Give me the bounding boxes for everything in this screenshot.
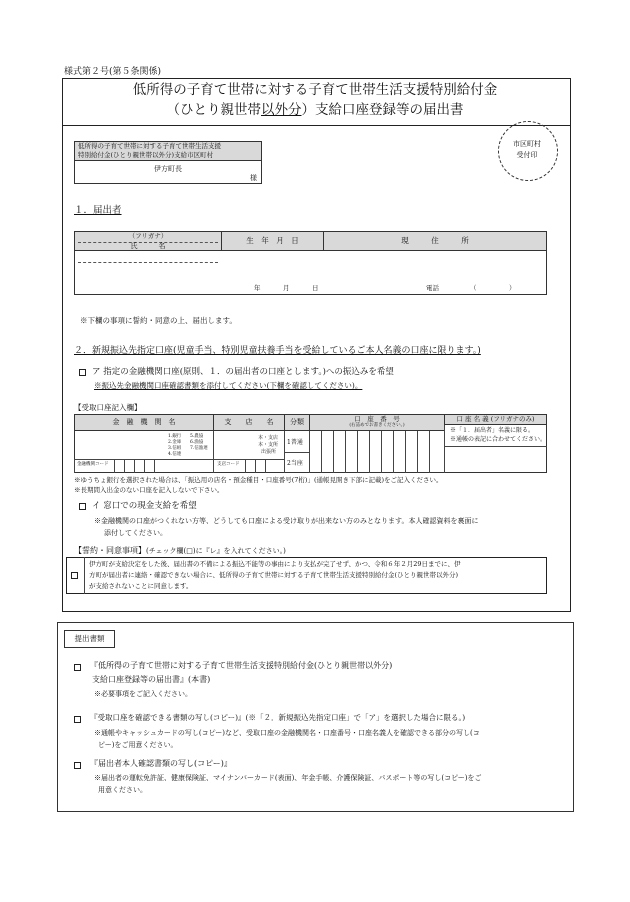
branch-type-3: 出張所 bbox=[261, 449, 277, 455]
recipient-header-line-2: 特別給付金(ひとり親世帯以外分)支給市区町村 bbox=[78, 151, 214, 159]
branch-type-1: 本・支店 bbox=[258, 435, 279, 441]
birth-label: 生 年 月 日 bbox=[246, 236, 299, 245]
branch-name-input[interactable] bbox=[215, 433, 255, 459]
documents-heading: 提出書類 bbox=[74, 634, 105, 643]
bank-code-label: 金融機関コード bbox=[77, 462, 109, 467]
bank-type-3: 3.信組 bbox=[168, 446, 182, 451]
honorific: 様 bbox=[250, 174, 257, 182]
document-2-note-2: ピー)をご用意ください。 bbox=[98, 741, 178, 749]
title-line-2: （ひとり親世帯以外分）支給口座登録等の届出書 bbox=[166, 102, 464, 118]
name-furigana-input-divider bbox=[78, 262, 218, 263]
pledge-line-2: 方町が届出者に連絡・確認できない場合に、低所得の子育て世帯に対する子育て世帯生活支援特別給付金(ひとり親世帯以外分) bbox=[89, 571, 459, 579]
option-a-label: ア 指定の金融機関口座(原則、１．の届出者の口座とします。)への振込みを希望 bbox=[92, 367, 394, 377]
document-2-note-1: ※通帳やキャッシュカードの写し(コピー)など、受取口座の金融機関名・口座番号・口座名義人を確認できる部分の写し(コ bbox=[94, 729, 480, 737]
account-entry-label: 【受取口座記入欄】 bbox=[74, 403, 142, 412]
option-i-checkbox[interactable] bbox=[79, 503, 86, 510]
form-number: 様式第２号(第５条関係) bbox=[64, 67, 162, 77]
bank-type-5: 5.農協 bbox=[190, 434, 204, 439]
document-3-label: 『届出者本人確認書類の写し(コピー)』 bbox=[90, 759, 232, 768]
bank-type-1: 1.銀行 bbox=[168, 434, 182, 439]
furigana-label: （フリガナ） bbox=[128, 232, 168, 240]
document-2-checkbox[interactable] bbox=[74, 716, 81, 723]
code-row-divider bbox=[74, 459, 285, 460]
month-label: 月 bbox=[283, 284, 290, 292]
long-term-note: ※長期間入出金のない口座を記入しないで下さい。 bbox=[74, 486, 224, 494]
document-3-note-2: 用意ください。 bbox=[98, 786, 147, 794]
branch-type-2: 本・支所 bbox=[258, 442, 279, 448]
stamp-line-2: 受付印 bbox=[516, 151, 538, 159]
pledge-line-3: が支給されないことに同意します。 bbox=[89, 582, 193, 590]
pledge-heading: 【誓約・同意事項】(チェック欄(□)に『レ』を入れてください。) bbox=[74, 546, 286, 555]
branch-code-label: 支店コード bbox=[217, 462, 240, 467]
document-1-checkbox[interactable] bbox=[74, 664, 81, 671]
stamp-line-1: 市区町村 bbox=[513, 140, 541, 148]
type-label: 分類 bbox=[290, 418, 304, 426]
pledge-agreement-note: ※下欄の事項に誓約・同意の上、届出します。 bbox=[80, 316, 237, 325]
bank-name-input[interactable] bbox=[76, 433, 164, 459]
name-label: 氏 名 bbox=[130, 242, 166, 250]
title-line-1: 低所得の子育て世帯に対する子育て世帯生活支援特別給付金 bbox=[132, 82, 498, 98]
bank-name-label: 金 融 機 関 名 bbox=[112, 418, 176, 426]
document-2-label: 『受取口座を確認できる書類の写し(コピー)』(※「２．新規振込先指定口座」で「ア」を選択した場合に限る。) bbox=[90, 713, 466, 722]
document-1-note: ※必要事項をご記入ください。 bbox=[94, 690, 192, 698]
mayor-name: 伊方町長 bbox=[154, 165, 182, 173]
year-label: 年 bbox=[254, 284, 261, 292]
name-input[interactable] bbox=[76, 264, 220, 293]
type-futsu[interactable]: 1普通 bbox=[287, 439, 303, 446]
recipient-header-line-1: 低所得の子育て世帯に対する子育て世帯生活支援 bbox=[78, 142, 221, 150]
bank-type-4: 4.信連 bbox=[168, 452, 182, 457]
option-i-note-2: 添付してください。 bbox=[104, 529, 167, 537]
yucho-note: ※ゆうちょ銀行を選択された場合は、「振込用の店名・預金種目・口座番号(7桁)」(通帳見開き下部に記載)をご記入ください。 bbox=[74, 476, 443, 484]
document-1-line-2: 支給口座登録等の届出書』(本書) bbox=[92, 675, 211, 684]
phone-input[interactable]: （ ） bbox=[470, 284, 516, 292]
type-toza[interactable]: 2当座 bbox=[287, 460, 303, 467]
holder-note-1: ※「１．届出者」名義に限る。 bbox=[450, 427, 535, 434]
option-a-note: ※振込先金融機関口座確認書類を添付してください(下欄を確認してください)。 bbox=[94, 381, 363, 390]
option-i-label: イ 窓口での現金支給を希望 bbox=[92, 501, 197, 511]
section-1-heading: １．届出者 bbox=[74, 205, 122, 216]
option-i-note-1: ※金融機関の口座がつくれない方等、どうしても口座による受け取りが出来ない方のみとなります。本人確認資料を裏面に bbox=[94, 517, 479, 525]
document-3-checkbox[interactable] bbox=[74, 762, 81, 769]
account-holder-input[interactable] bbox=[446, 448, 545, 471]
birth-date-input[interactable] bbox=[224, 253, 322, 293]
address-input[interactable] bbox=[326, 253, 544, 281]
option-a-checkbox[interactable] bbox=[79, 369, 86, 376]
account-number-input[interactable] bbox=[311, 433, 443, 471]
address-label: 現 住 所 bbox=[401, 236, 469, 245]
bank-type-7: 7.信漁連 bbox=[190, 446, 208, 451]
day-label: 日 bbox=[312, 284, 319, 292]
holder-note-2: ※通帳の表記に合わせてください。 bbox=[450, 436, 547, 443]
furigana-input[interactable] bbox=[76, 252, 220, 261]
document-1-line-1: 『低所得の子育て世帯に対する子育て世帯生活支援特別給付金(ひとり親世帯以外分) bbox=[90, 661, 393, 670]
pledge-line-1: 伊方町が支給決定をした後、届出書の不備による振込不能等の事由により支払が完了せず、かつ、令和６年２月29日までに、伊 bbox=[89, 560, 461, 568]
bank-type-6: 6.漁協 bbox=[190, 440, 204, 445]
account-number-label: 口 座 番 号 bbox=[354, 415, 400, 423]
section-2-heading: ２．新規振込先指定口座(児童手当、特別児童扶養手当を受給しているご本人名義の口座に限ります。) bbox=[74, 346, 481, 356]
holder-label: 口 座 名 義 (フリガナのみ) bbox=[456, 415, 535, 423]
pledge-checkbox[interactable] bbox=[71, 572, 78, 579]
branch-name-label: 支 店 名 bbox=[224, 418, 274, 426]
account-number-note: (右詰めでお書きください。) bbox=[349, 423, 405, 428]
document-3-note-1: ※届出者の運転免許証、健康保険証、マイナンバーカード(表面)、年金手帳、介護保険証、パスポート等の写し(コピー)をご bbox=[94, 774, 482, 782]
phone-label: 電話 bbox=[426, 284, 439, 292]
bank-type-2: 2.金庫 bbox=[168, 440, 182, 445]
